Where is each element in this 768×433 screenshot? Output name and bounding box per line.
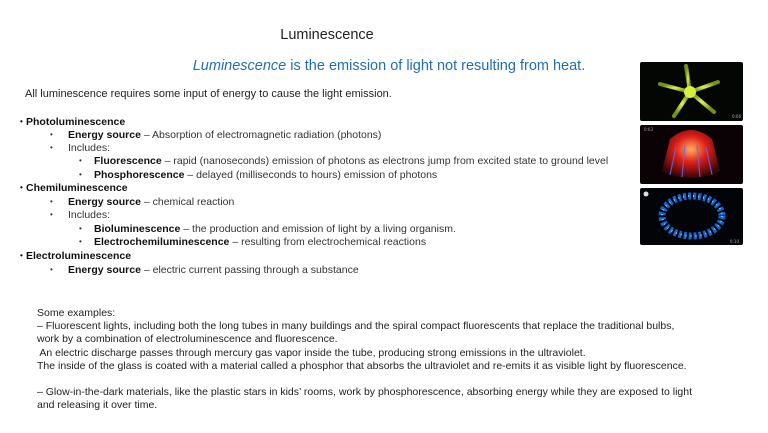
slide-title: Luminescence [280, 27, 374, 43]
examples-line: The inside of the glass is coated with a material called a phosphor that absorbs the ultraviolet and re-emits it as visible light by fluorescence. [37, 359, 687, 372]
svg-text:0:10: 0:10 [730, 239, 739, 244]
bullet-icon: • [20, 117, 23, 126]
electroluminescence-heading: • Electroluminescence [20, 250, 132, 262]
fluorescence-item: • Fluorescence – rapid (nanoseconds) emission of photons as electrons jump from excited state to ground level [79, 155, 609, 167]
subtitle-term: Luminescence [192, 58, 287, 74]
examples-intro: Some examples: [37, 307, 116, 319]
chemiluminescence-heading: • Chemiluminescence [20, 182, 128, 194]
examples-block [37, 307, 747, 412]
bullet-icon: • [50, 265, 53, 274]
chemi-includes-item: • Includes: [50, 209, 111, 221]
examples-line: An electric discharge passes through mercury gas vapor inside the tube, producing strong emissions in the ultraviolet. [37, 346, 586, 359]
examples-line: work by a combination of electroluminescence and fluorescence. [37, 333, 338, 346]
photo-includes-item: • Includes: [50, 142, 111, 154]
jellyfish-image [640, 125, 743, 184]
bullet-icon: • [79, 224, 82, 233]
electro-energy-item: • Energy source – electric current passing through a substance [50, 264, 359, 276]
starfish-image [640, 62, 743, 121]
intro-text: All luminescence requires some input of energy to cause the light emission. [25, 88, 392, 100]
bullet-icon: • [20, 251, 23, 260]
bullet-icon: • [50, 197, 53, 206]
subtitle-rest: is the emission of light not resulting from heat. [286, 58, 586, 74]
examples-line: and releasing it over time. [37, 399, 158, 412]
bullet-icon: • [50, 210, 53, 219]
electrochemiluminescence-item: • Electrochemiluminescence – resulting from electrochemical reactions [79, 236, 427, 248]
svg-text:0:06: 0:06 [732, 114, 741, 119]
examples-line: – Fluorescent lights, including both the long tubes in many buildings and the spiral compact fluorescents that replace the traditional bulbs, [37, 320, 675, 333]
phosphorescence-item: • Phosphorescence – delayed (milliseconds to hours) emission of photons [79, 169, 438, 181]
bullet-icon: • [79, 156, 82, 165]
svg-text:0:03: 0:03 [644, 127, 653, 132]
ring-creature-image [640, 188, 743, 245]
photoluminescence-heading: • Photoluminescence [20, 116, 126, 128]
bioluminescence-item: • Bioluminescence – the production and emission of light by a living organism. [79, 223, 456, 235]
bullet-icon: • [79, 170, 82, 179]
bullet-icon: • [79, 237, 82, 246]
photo-energy-item: • Energy source – Absorption of electromagnetic radiation (photons) [50, 129, 382, 141]
bullet-icon: • [20, 183, 23, 192]
examples-line: – Glow-in-the-dark materials, like the plastic stars in kids’ rooms, work by phosphorescence, absorbing energy while they are exposed to light [37, 386, 693, 399]
bullet-icon: • [50, 130, 53, 139]
bullet-icon: • [50, 143, 53, 152]
chemi-energy-item: • Energy source – chemical reaction [50, 196, 235, 208]
